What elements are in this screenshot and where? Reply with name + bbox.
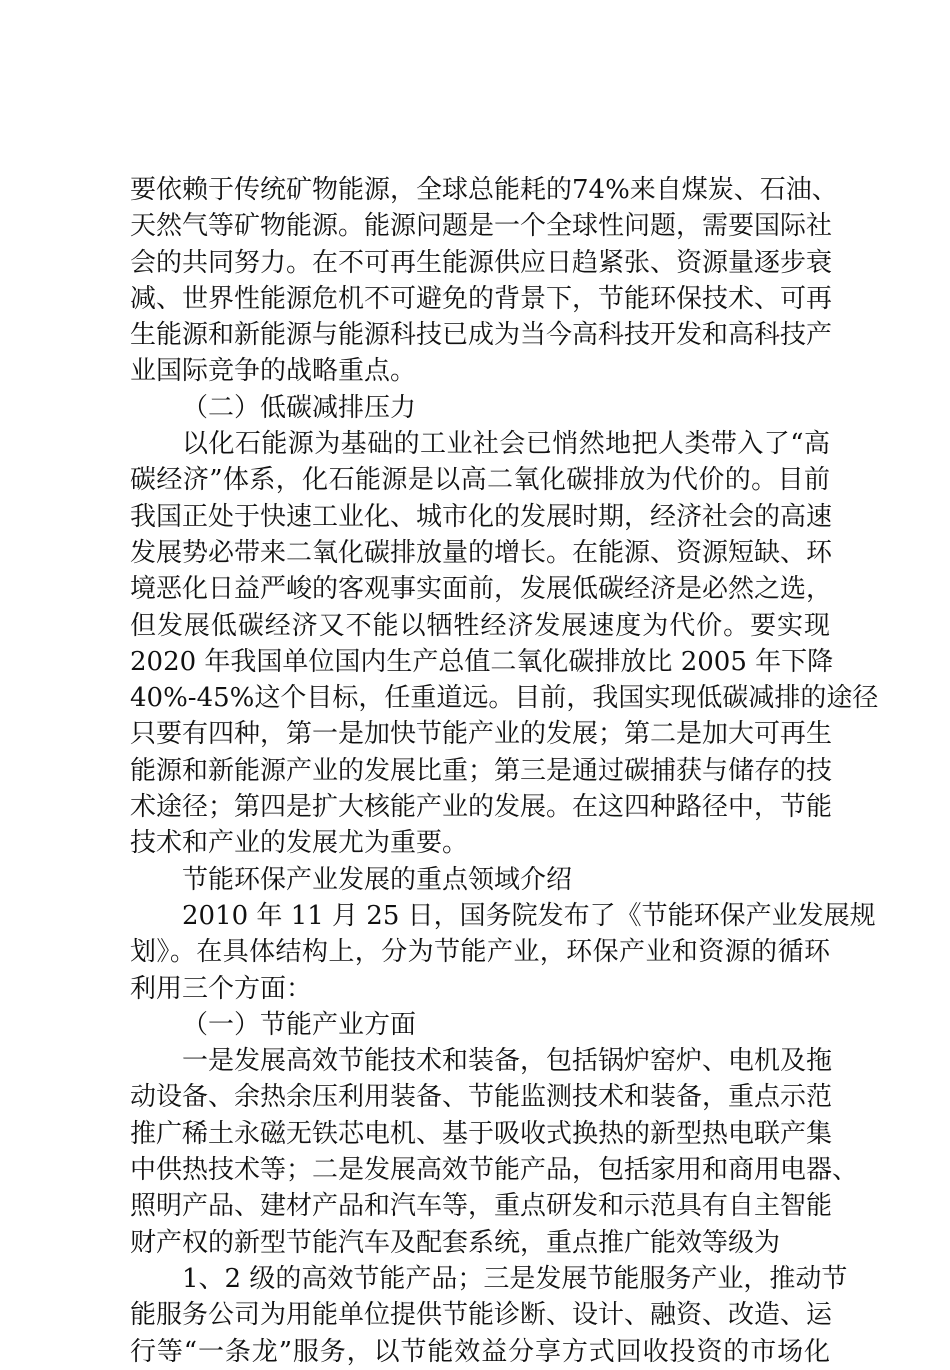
- paragraph-line: 推广稀土永磁无铁芯电机、基于吸收式换热的新型热电联产集: [130, 1118, 833, 1149]
- paragraph-line: 只要有四种，第一是加快节能产业的发展；第二是加大可再生: [130, 719, 833, 750]
- paragraph-line: 划》。在具体结构上，分为节能产业，环保产业和资源的循环: [130, 937, 830, 968]
- paragraph-line: 行等“一条龙”服务，以节能效益分享方式回收投资的市场化: [130, 1336, 830, 1367]
- paragraph-line: 要依赖于传统矿物能源，全球总能耗的74%来自煤炭、石油、: [130, 175, 838, 205]
- paragraph-line: 境恶化日益严峻的客观事实面前，发展低碳经济是必然之选，: [130, 574, 833, 605]
- paragraph-line: 碳经济”体系，化石能源是以高二氧化碳排放为代价的。目前: [130, 465, 830, 496]
- paragraph-line: 2020 年我国单位国内生产总值二氧化碳排放比 2005 年下降: [130, 646, 834, 677]
- paragraph-line: 会的共同努力。在不可再生能源供应日趋紧张、资源量逐步衰: [130, 247, 833, 278]
- section-heading: 节能环保产业发展的重点领域介绍: [182, 864, 573, 895]
- paragraph-last-line: 财产权的新型节能汽车及配套系统，重点推广能效等级为: [130, 1227, 781, 1258]
- document-body: [130, 172, 879, 1370]
- paragraph-first-line: 2010 年 11 月 25 日，国务院发布了《节能环保产业发展规: [182, 900, 876, 931]
- paragraph-line: 天然气等矿物能源。能源问题是一个全球性问题，需要国际社: [130, 211, 833, 242]
- paragraph-line: 能服务公司为用能单位提供节能诊断、设计、融资、改造、运: [130, 1300, 833, 1331]
- paragraph-line: 发展势必带来二氧化碳排放量的增长。在能源、资源短缺、环: [130, 537, 833, 568]
- paragraph-last-line: 利用三个方面：: [130, 973, 313, 1004]
- paragraph-line: 40%-45%这个目标，任重道远。目前，我国实现低碳减排的途径: [130, 683, 879, 714]
- paragraph-line: 但发展低碳经济又不能以牺牲经济发展速度为代价。要实现: [130, 610, 830, 641]
- paragraph-first-line: 以化石能源为基础的工业社会已悄然地把人类带入了“高: [182, 429, 830, 460]
- paragraph-line: 术途径；第四是扩大核能产业的发展。在这四种路径中，节能: [130, 792, 833, 823]
- paragraph-last-line: 技术和产业的发展尤为重要。: [130, 828, 469, 859]
- paragraph-line: 生能源和新能源与能源科技已成为当今高科技开发和高科技产: [130, 320, 833, 351]
- paragraph-line: 动设备、余热余压利用装备、节能监测技术和装备，重点示范: [130, 1082, 833, 1113]
- section-heading: （一）节能产业方面: [182, 1009, 417, 1040]
- paragraph-line: 减、世界性能源危机不可避免的背景下，节能环保技术、可再: [130, 283, 833, 314]
- section-heading: （二）低碳减排压力: [182, 392, 417, 423]
- paragraph-line: 中供热技术等；二是发展高效节能产品，包括家用和商用电器、: [130, 1155, 859, 1186]
- paragraph-line: 照明产品、建材产品和汽车等，重点研发和示范具有自主智能: [130, 1191, 833, 1222]
- paragraph-first-line: 1、2 级的高效节能产品；三是发展节能服务产业，推动节: [182, 1263, 848, 1294]
- paragraph-line: 能源和新能源产业的发展比重；第三是通过碳捕获与储存的技: [130, 755, 833, 786]
- paragraph-first-line: 一是发展高效节能技术和装备，包括锅炉窑炉、电机及拖: [182, 1046, 833, 1077]
- paragraph-last-line: 业国际竞争的战略重点。: [130, 356, 417, 387]
- paragraph-line: 我国正处于快速工业化、城市化的发展时期，经济社会的高速: [130, 501, 833, 532]
